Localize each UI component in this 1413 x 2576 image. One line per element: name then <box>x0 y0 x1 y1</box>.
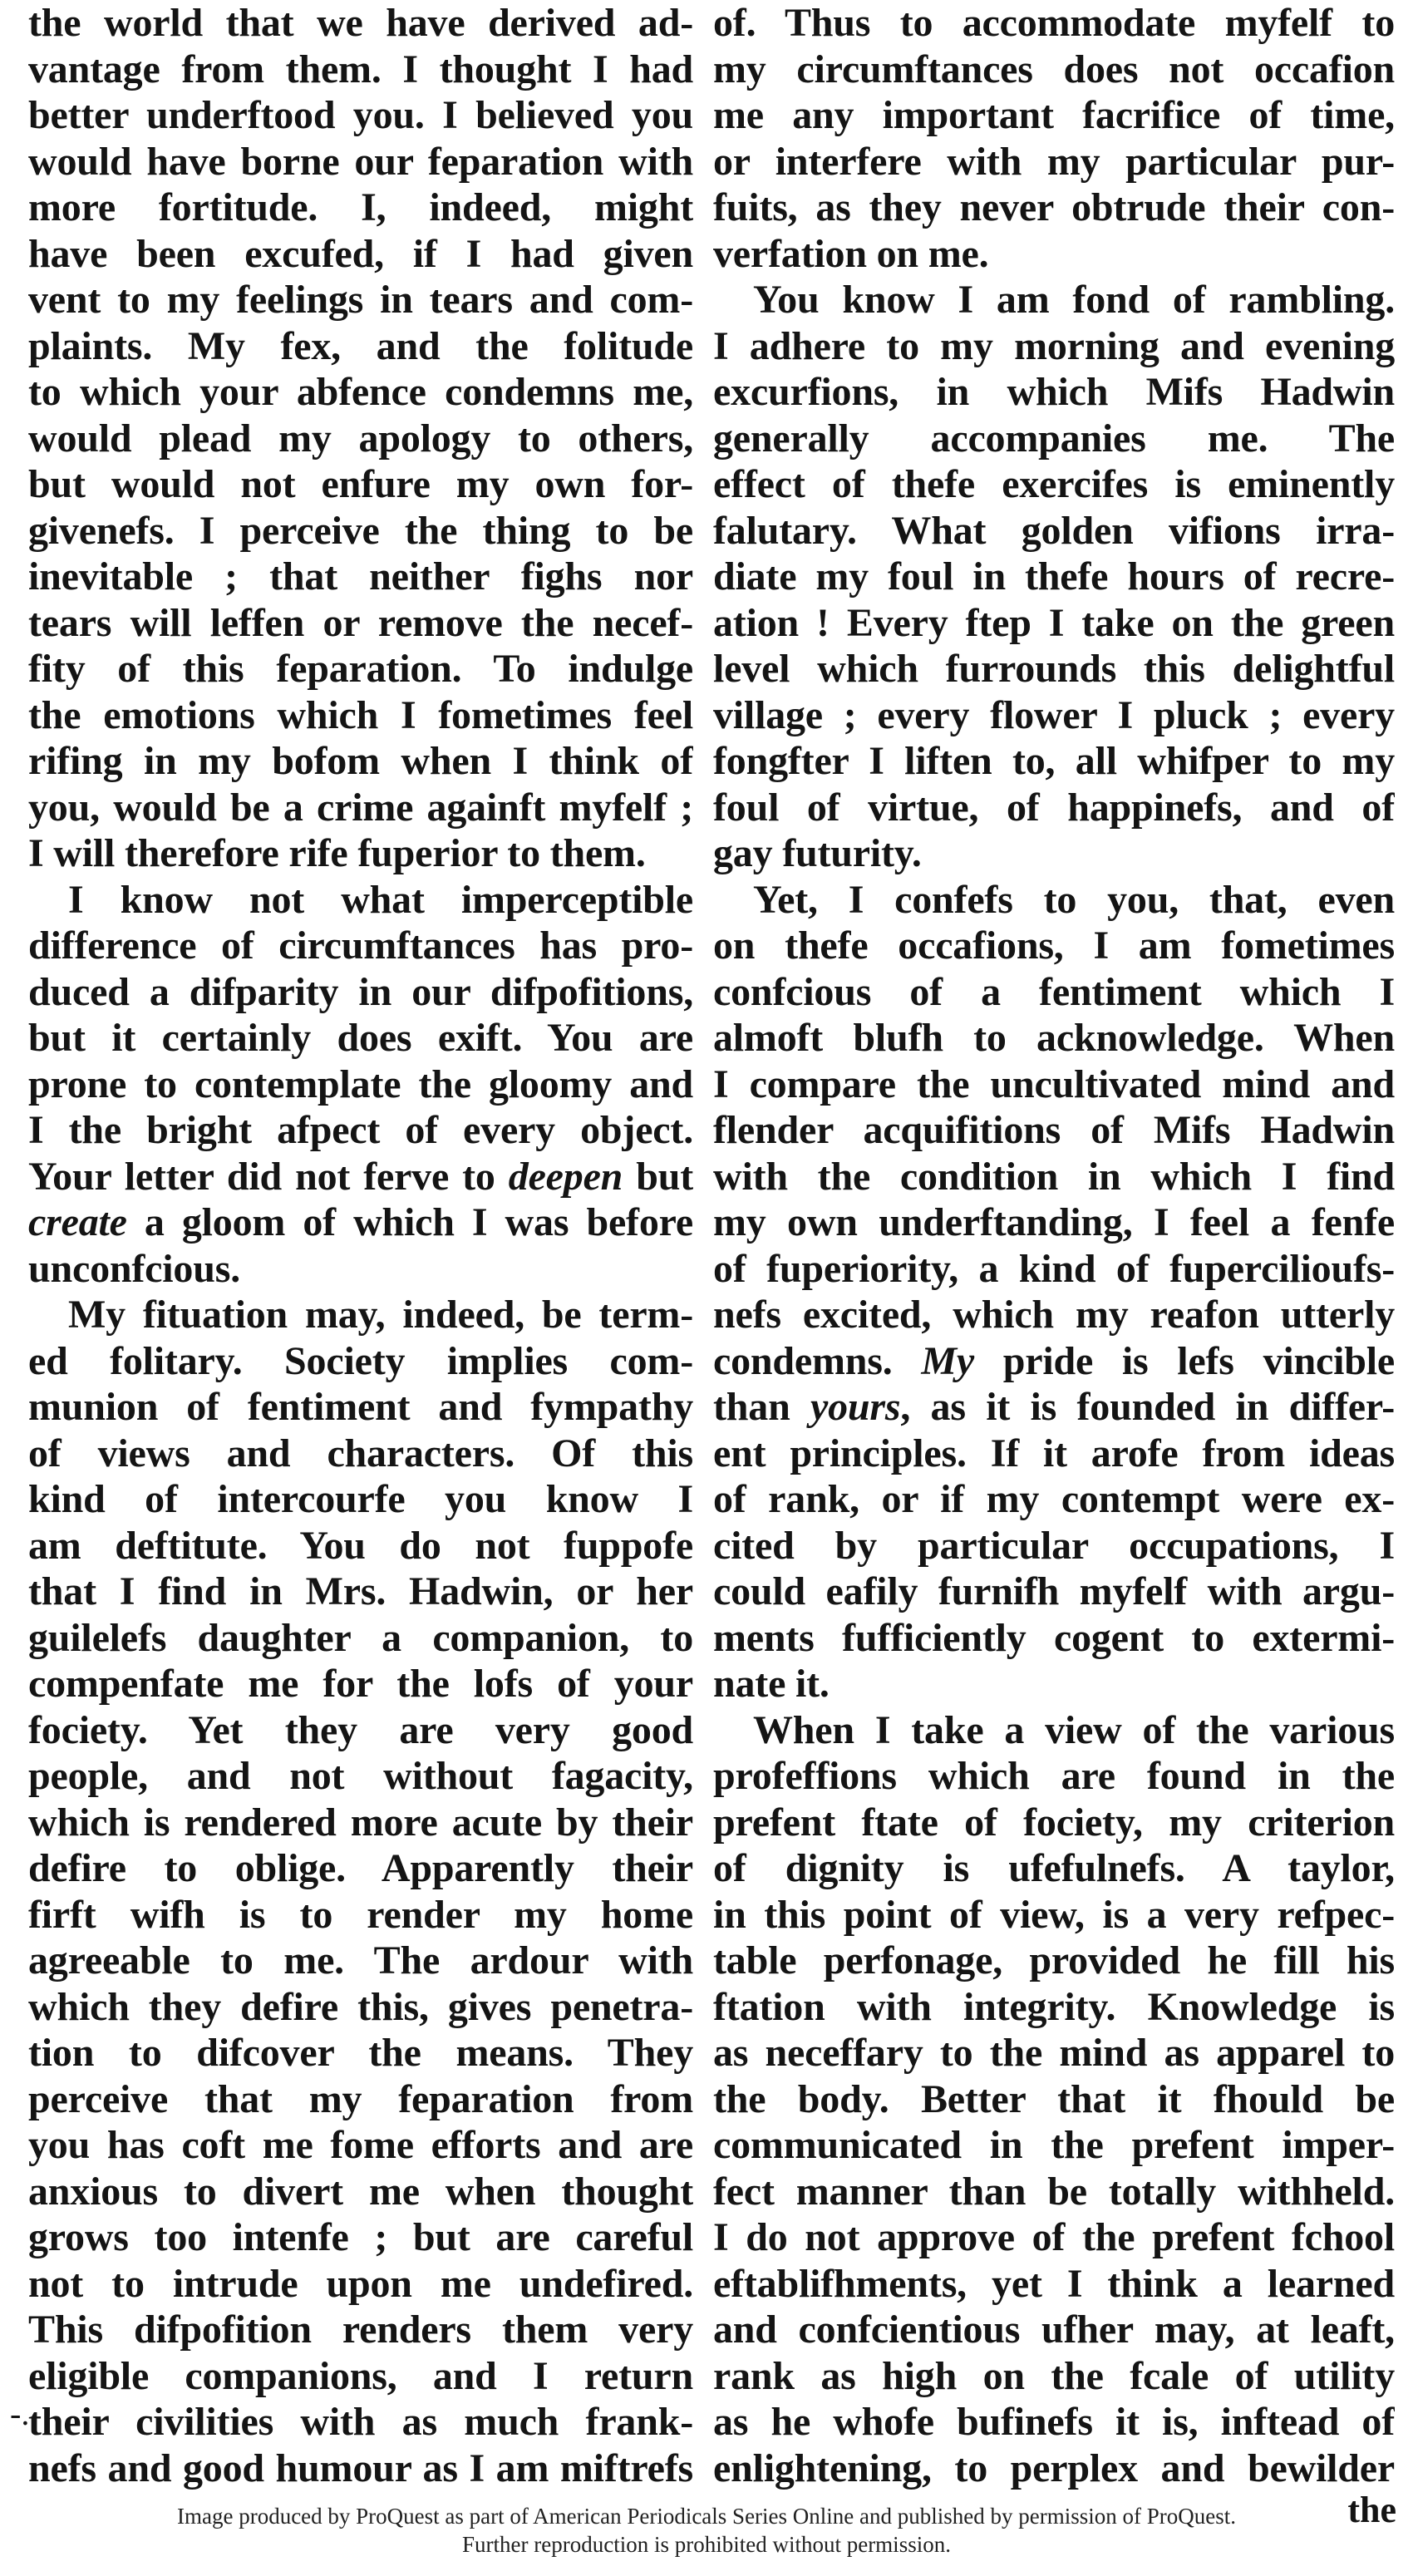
left-column-line: rifing in my bofom when I think of <box>28 739 693 783</box>
copyright-footer <box>0 2502 1413 2559</box>
right-column-line: village ; every flower I pluck ; every <box>713 692 1395 737</box>
right-column-line: prefent ftate of fociety, my criterion <box>713 1800 1395 1845</box>
right-column-line: the body. Better that it fhould be <box>713 2076 1395 2121</box>
left-column-line: prone to contemplate the gloomy and <box>28 1061 693 1106</box>
left-column-line: am deftitute. You do not fuppofe <box>28 1523 693 1568</box>
left-column-line: inevitable ; that neither fighs nor <box>28 554 693 598</box>
right-column-line: on thefe occafions, I am fometimes <box>713 924 1395 968</box>
left-column-line: vent to my feelings in tears and com- <box>28 278 693 322</box>
left-column-line: which they defire this, gives penetra- <box>28 1984 693 2029</box>
right-column-line: me any important facrifice of time, <box>713 93 1395 137</box>
right-column-line: almoft blufh to acknowledge. When <box>713 1016 1395 1060</box>
right-column-line: foul of virtue, of happinefs, and of <box>713 785 1395 830</box>
right-column-line: communicated in the prefent imper- <box>713 2123 1395 2167</box>
left-column-line: agreeable to me. The ardour with <box>28 1938 693 1982</box>
right-column-line: ent principles. If it arofe from ideas <box>713 1431 1395 1475</box>
left-column-line: would plead my apology to others, <box>28 416 693 461</box>
right-column-line: condemns. My pride is lefs vincible <box>713 1338 1395 1383</box>
left-column-line: but would not enfure my own for- <box>28 462 693 506</box>
left-column-line: vantage from them. I thought I had <box>28 47 693 91</box>
right-column-line: level which furrounds this delightful <box>713 647 1395 691</box>
left-column-line: but it certainly does exift. You are <box>28 1016 693 1060</box>
footer-line-2: Further reproduction is prohibited without permission. <box>462 2532 951 2557</box>
right-column-line: of dignity is ufefulnefs. A taylor, <box>713 1846 1395 1890</box>
right-column-line: in this point of view, is a very refpec- <box>713 1892 1395 1937</box>
right-column-line: flender acquifitions of Mifs Hadwin <box>713 1108 1395 1152</box>
left-column-line: their civilities with as much frank- <box>28 2400 693 2444</box>
left-column-line: people, and not without fagacity, <box>28 1754 693 1798</box>
right-column-line: rank as high on the fcale of utility <box>713 2353 1395 2398</box>
footer-line-1: Image produced by ProQuest as part of American Periodicals Series Online and published by permission of ProQuest. <box>177 2504 1236 2529</box>
right-column-line: my own underftanding, I feel a fenfe <box>713 1200 1395 1244</box>
right-column-line: fuits, as they never obtrude their con- <box>713 185 1395 229</box>
margin-mark: -. <box>10 2395 30 2432</box>
left-column-line: that I find in Mrs. Hadwin, or her <box>28 1569 693 1613</box>
left-column-line: munion of fentiment and fympathy <box>28 1385 693 1429</box>
right-column-line: profeffions which are found in the <box>713 1754 1395 1798</box>
right-column-line: generally accompanies me. The <box>713 416 1395 461</box>
left-column-line: to which your abfence condemns me, <box>28 370 693 414</box>
right-column-line: You know I am fond of rambling. <box>753 278 1395 322</box>
right-column-line: of rank, or if my contempt were ex- <box>713 1477 1395 1521</box>
right-column-line: ments fufficiently cogent to extermi- <box>713 1615 1395 1660</box>
left-column-line: defire to oblige. Apparently their <box>28 1846 693 1890</box>
left-column-line: have been excufed, if I had given <box>28 231 693 276</box>
left-column-line: create a gloom of which I was before <box>28 1200 693 1244</box>
left-column-line: grows too intenfe ; but are careful <box>28 2215 693 2259</box>
left-column-line: perceive that my feparation from <box>28 2076 693 2121</box>
left-column-line: eligible companions, and I return <box>28 2353 693 2398</box>
right-column-line: as neceffary to the mind as apparel to <box>713 2031 1395 2075</box>
left-column-line: difference of circumftances has pro- <box>28 924 693 968</box>
right-column-line: of fuperiority, a kind of fupercilioufs- <box>713 1246 1395 1291</box>
left-column-line: I the bright afpect of every object. <box>28 1108 693 1152</box>
right-column-line: enlightening, to perplex and bewilder <box>713 2445 1395 2490</box>
right-column-line: table perfonage, provided he fill his <box>713 1938 1395 1982</box>
left-column-line: plaints. My fex, and the folitude <box>28 323 693 368</box>
left-column-line: you has coft me fome efforts and are <box>28 2123 693 2167</box>
right-column-line: Yet, I confefs to you, that, even <box>753 877 1395 922</box>
left-column-line: you, would be a crime againft myfelf ; <box>28 785 693 830</box>
left-column-line: tears will leffen or remove the necef- <box>28 600 693 645</box>
right-column-line: and confcientious ufher may, at leaft, <box>713 2308 1395 2352</box>
right-column-line: eftablifhments, yet I think a learned <box>713 2261 1395 2306</box>
left-column-line: givenefs. I perceive the thing to be <box>28 508 693 553</box>
right-column-line: I adhere to my morning and evening <box>713 323 1395 368</box>
left-column-line: guilelefs daughter a companion, to <box>28 1615 693 1660</box>
left-column-line: nefs and good humour as I am miftrefs <box>28 2445 693 2490</box>
right-column-line: cited by particular occupations, I <box>713 1523 1395 1568</box>
left-column-line: This difpofition renders them very <box>28 2308 693 2352</box>
left-column-line: firft wifh is to render my home <box>28 1892 693 1937</box>
right-column-line: or interfere with my particular pur- <box>713 139 1395 184</box>
right-column-line: excurfions, in which Mifs Hadwin <box>713 370 1395 414</box>
catchword: the <box>1347 2490 1396 2530</box>
left-column-line: duced a difparity in our difpofitions, <box>28 969 693 1014</box>
left-column-line: of views and characters. Of this <box>28 1431 693 1475</box>
right-column-line: gay futurity. <box>713 831 922 875</box>
right-column-line: of. Thus to accommodate myfelf to <box>713 1 1395 45</box>
right-column-line: ation ! Every ftep I take on the green <box>713 600 1395 645</box>
right-column-line: as he whofe bufinefs it is, inftead of <box>713 2400 1395 2444</box>
right-column-line: confcious of a fentiment which I <box>713 969 1395 1014</box>
right-column-line: fongfter I liften to, all whifper to my <box>713 739 1395 783</box>
right-column-line: verfation on me. <box>713 231 989 276</box>
right-column-line: I do not approve of the prefent fchool <box>713 2215 1395 2259</box>
right-column-line: diate my foul in thefe hours of recre- <box>713 554 1395 598</box>
left-text-column <box>28 0 693 2491</box>
left-column-line: which is rendered more acute by their <box>28 1800 693 1845</box>
left-column-line: ed folitary. Society implies com- <box>28 1338 693 1383</box>
right-column-line: could eafily furnifh myfelf with argu- <box>713 1569 1395 1613</box>
left-column-line: My fituation may, indeed, be term- <box>68 1293 693 1337</box>
left-column-line: compenfate me for the lofs of your <box>28 1662 693 1706</box>
right-text-column <box>713 0 1395 2491</box>
left-column-line: the world that we have derived ad- <box>28 1 693 45</box>
left-column-line: the emotions which I fometimes feel <box>28 692 693 737</box>
right-column-line: nate it. <box>713 1662 830 1706</box>
right-column-line: ftation with integrity. Knowledge is <box>713 1984 1395 2029</box>
left-column-line: more fortitude. I, indeed, might <box>28 185 693 229</box>
left-column-line: unconfcious. <box>28 1246 240 1291</box>
left-column-line: fociety. Yet they are very good <box>28 1707 693 1752</box>
right-column-line: When I take a view of the various <box>753 1707 1395 1752</box>
left-column-line: fity of this feparation. To indulge <box>28 647 693 691</box>
left-column-line: would have borne our feparation with <box>28 139 693 184</box>
right-column-line: I compare the uncultivated mind and <box>713 1061 1395 1106</box>
left-column-line: I know not what imperceptible <box>68 877 693 922</box>
left-column-line: tion to difcover the means. They <box>28 2031 693 2075</box>
left-column-line: better underftood you. I believed you <box>28 93 693 137</box>
right-column-line: fect manner than be totally withheld. <box>713 2169 1395 2214</box>
right-column-line: falutary. What golden vifions irra- <box>713 508 1395 553</box>
right-column-line: effect of thefe exercifes is eminently <box>713 462 1395 506</box>
left-column-line: anxious to divert me when thought <box>28 2169 693 2214</box>
right-column-line: my circumftances does not occafion <box>713 47 1395 91</box>
left-column-line: kind of intercourfe you know I <box>28 1477 693 1521</box>
left-column-line: Your letter did not ferve to deepen but <box>28 1154 693 1199</box>
left-column-line: I will therefore rife fuperior to them. <box>28 831 646 875</box>
right-column-line: nefs excited, which my reafon utterly <box>713 1293 1395 1337</box>
right-column-line: with the condition in which I find <box>713 1154 1395 1199</box>
right-column-line: than yours, as it is founded in differ- <box>713 1385 1395 1429</box>
left-column-line: not to intrude upon me undefired. <box>28 2261 693 2306</box>
